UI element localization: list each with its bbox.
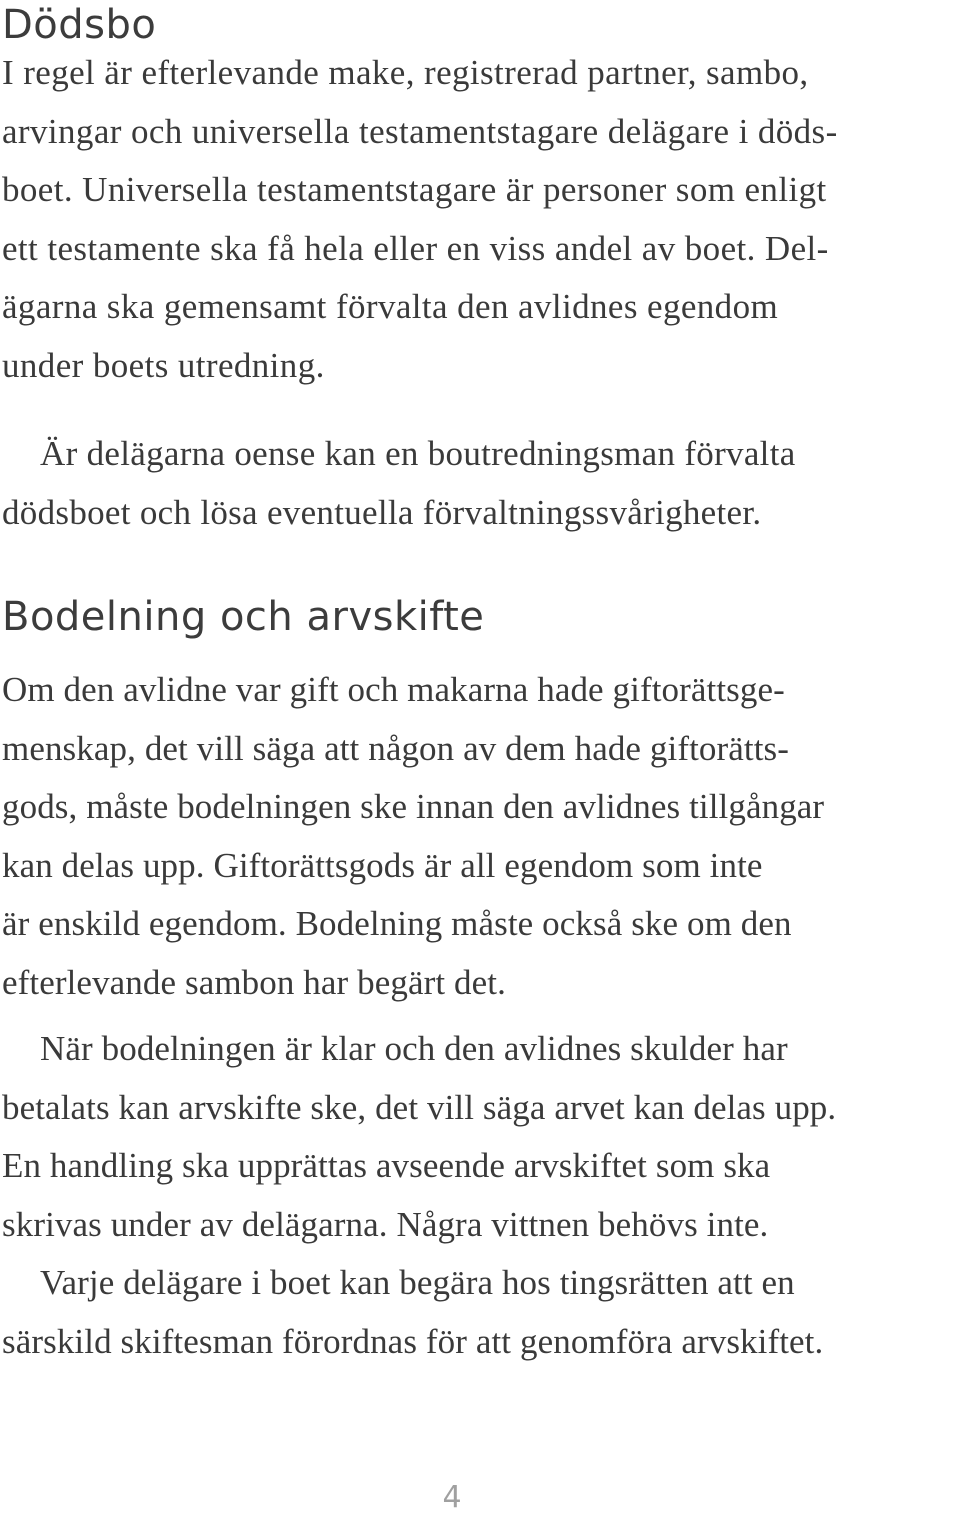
paragraph-bodelning-giftoratt <box>2 661 824 1012</box>
text-line: betalats kan arvskifte ske, det vill säga arvet kan delas upp. <box>2 1087 837 1127</box>
text-line: är enskild egendom. Bodelning måste också ske om den <box>2 904 792 943</box>
text-line: En handling ska upprättas avseende arvskiftet som ska <box>2 1146 771 1185</box>
text-line: skrivas under av delägarna. Några vittnen behövs inte. <box>2 1204 769 1244</box>
text-line: boet. Universella testamentstagare är personer som enligt <box>2 170 827 209</box>
paragraph-arvskifte <box>2 1020 836 1371</box>
text-line: I regel är efterlevande make, registrerad partner, sambo, <box>2 53 809 92</box>
text-line: dödsboet och lösa eventuella förvaltningssvårigheter. <box>2 492 762 532</box>
text-line: När bodelningen är klar och den avlidnes skulder har <box>40 1029 788 1068</box>
section-heading-bodelning: Bodelning och arvskifte <box>2 594 485 640</box>
text-line: gods, måste bodelningen ske innan den avlidnes tillgångar <box>2 787 825 826</box>
page-number: 4 <box>442 1480 462 1515</box>
paragraph-dodsbo-delagare <box>2 44 838 395</box>
text-line: efterlevande sambon har begärt det. <box>2 962 506 1002</box>
text-line: Om den avlidne var gift och makarna hade giftorättsge- <box>2 670 785 709</box>
text-line: menskap, det vill säga att någon av dem hade giftorätts- <box>2 728 790 768</box>
text-line: ett testamente ska få hela eller en viss andel av boet. Del- <box>2 228 829 268</box>
text-line: under boets utredning. <box>2 345 325 385</box>
text-line: kan delas upp. Giftorättsgods är all egendom som inte <box>2 845 763 885</box>
text-line: Varje delägare i boet kan begära hos tingsrätten att en <box>40 1263 795 1302</box>
section-heading-dodsbo: Dödsbo <box>2 2 157 48</box>
paragraph-dodsbo-boutredningsman <box>2 425 796 542</box>
text-line: särskild skiftesman förordnas för att genomföra arvskiftet. <box>2 1321 824 1361</box>
text-line: arvingar och universella testamentstagare delägare i döds- <box>2 111 838 151</box>
text-line: ägarna ska gemensamt förvalta den avlidnes egendom <box>2 287 779 326</box>
text-line: Är delägarna oense kan en boutredningsman förvalta <box>40 434 796 473</box>
